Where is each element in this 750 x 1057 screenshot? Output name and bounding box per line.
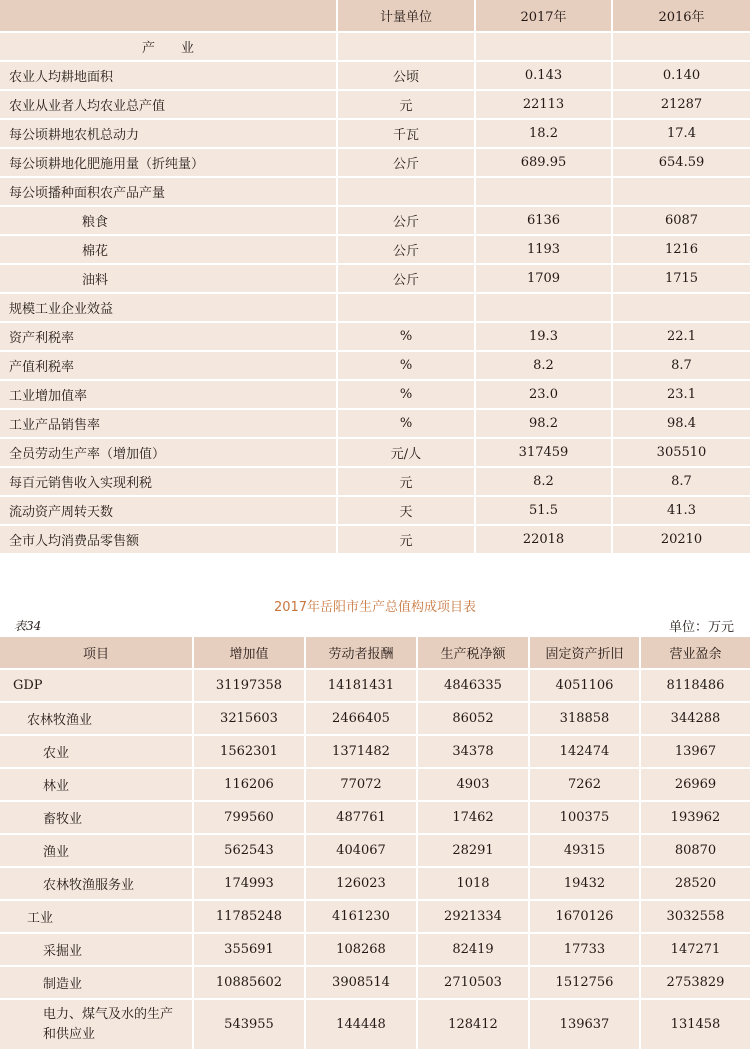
column-header: 增加值 [193, 637, 305, 669]
value-cell: 1018 [417, 867, 529, 900]
row-label: 全员劳动生产率（增加值） [0, 438, 337, 467]
value-2017-cell: 19.3 [475, 322, 612, 351]
row-label: 工业产品销售率 [0, 409, 337, 438]
value-2016-cell: 654.59 [612, 148, 750, 177]
table-row [0, 999, 750, 1050]
value-cell: 1670126 [529, 900, 640, 933]
value-cell: 1512756 [529, 966, 640, 999]
column-header: 固定资产折旧 [529, 637, 640, 669]
unit-cell: 元 [337, 90, 475, 119]
row-label: 每公顷播种面积农产品产量 [0, 177, 337, 206]
table-header-row [0, 0, 750, 32]
value-cell: 126023 [305, 867, 417, 900]
value-cell: 3908514 [305, 966, 417, 999]
value-2017-cell: 51.5 [475, 496, 612, 525]
value-cell: 562543 [193, 834, 305, 867]
column-header [0, 0, 337, 32]
value-2017-cell: 0.143 [475, 61, 612, 90]
row-label: 农业人均耕地面积 [0, 61, 337, 90]
unit-cell: 公斤 [337, 264, 475, 293]
table-header-row [0, 637, 750, 669]
value-2017-cell: 317459 [475, 438, 612, 467]
row-label: 制造业 [0, 966, 193, 999]
value-2016-cell: 41.3 [612, 496, 750, 525]
table-row [0, 177, 750, 206]
value-2017-cell: 6136 [475, 206, 612, 235]
value-cell: 100375 [529, 801, 640, 834]
table-row [0, 235, 750, 264]
value-2016-cell [612, 177, 750, 206]
value-cell: 344288 [640, 702, 750, 735]
value-cell: 318858 [529, 702, 640, 735]
value-cell: 2710503 [417, 966, 529, 999]
value-cell: 11785248 [193, 900, 305, 933]
value-cell: 17462 [417, 801, 529, 834]
row-label: 规模工业企业效益 [0, 293, 337, 322]
row-label: GDP [0, 669, 193, 702]
value-cell: 2921334 [417, 900, 529, 933]
row-label: 农业从业者人均农业总产值 [0, 90, 337, 119]
value-cell: 543955 [193, 999, 305, 1050]
unit-cell: % [337, 322, 475, 351]
row-label: 每公顷耕地农机总动力 [0, 119, 337, 148]
table-row [0, 206, 750, 235]
unit-cell [337, 177, 475, 206]
value-2016-cell: 23.1 [612, 380, 750, 409]
value-cell: 2466405 [305, 702, 417, 735]
column-header: 2017年 [475, 0, 612, 32]
value-2016-cell: 305510 [612, 438, 750, 467]
value-cell: 142474 [529, 735, 640, 768]
table-row [0, 322, 750, 351]
value-2017-cell: 98.2 [475, 409, 612, 438]
table-number: 表34 [14, 619, 42, 633]
unit-cell: 天 [337, 496, 475, 525]
value-cell: 34378 [417, 735, 529, 768]
table-row [0, 801, 750, 834]
value-cell: 355691 [193, 933, 305, 966]
column-header: 2016年 [612, 0, 750, 32]
value-2017-cell [475, 293, 612, 322]
unit-cell: 元/人 [337, 438, 475, 467]
row-label: 渔业 [0, 834, 193, 867]
unit-cell [337, 32, 475, 61]
value-cell: 7262 [529, 768, 640, 801]
value-cell: 174993 [193, 867, 305, 900]
column-header: 生产税净额 [417, 637, 529, 669]
row-label: 林业 [0, 768, 193, 801]
value-cell: 14181431 [305, 669, 417, 702]
value-2016-cell [612, 32, 750, 61]
table-row [0, 380, 750, 409]
value-2016-cell: 1216 [612, 235, 750, 264]
table-row [0, 119, 750, 148]
unit-cell: 公顷 [337, 61, 475, 90]
row-label: 资产利税率 [0, 322, 337, 351]
table-row [0, 735, 750, 768]
value-cell: 108268 [305, 933, 417, 966]
unit-cell: 公斤 [337, 235, 475, 264]
value-cell: 31197358 [193, 669, 305, 702]
row-label: 油料 [0, 264, 337, 293]
value-2016-cell: 8.7 [612, 351, 750, 380]
value-cell: 404067 [305, 834, 417, 867]
value-cell: 147271 [640, 933, 750, 966]
column-header: 劳动者报酬 [305, 637, 417, 669]
value-cell: 10885602 [193, 966, 305, 999]
value-cell: 4161230 [305, 900, 417, 933]
row-label: 产 业 [0, 32, 337, 61]
value-cell: 4051106 [529, 669, 640, 702]
row-label: 每公顷耕地化肥施用量（折纯量） [0, 148, 337, 177]
value-2016-cell: 1715 [612, 264, 750, 293]
row-label: 流动资产周转天数 [0, 496, 337, 525]
unit-cell: 公斤 [337, 148, 475, 177]
value-cell: 80870 [640, 834, 750, 867]
unit-cell: % [337, 351, 475, 380]
value-2017-cell: 689.95 [475, 148, 612, 177]
value-2016-cell: 98.4 [612, 409, 750, 438]
value-cell: 193962 [640, 801, 750, 834]
table-row [0, 148, 750, 177]
table-row [0, 525, 750, 554]
value-2016-cell [612, 293, 750, 322]
unit-cell: % [337, 409, 475, 438]
value-cell: 1562301 [193, 735, 305, 768]
value-2016-cell: 22.1 [612, 322, 750, 351]
table-row [0, 293, 750, 322]
value-2017-cell: 22113 [475, 90, 612, 119]
row-label: 农林牧渔业 [0, 702, 193, 735]
value-2016-cell: 6087 [612, 206, 750, 235]
value-2017-cell: 18.2 [475, 119, 612, 148]
unit-cell: 公斤 [337, 206, 475, 235]
table-row [0, 867, 750, 900]
table-row [0, 409, 750, 438]
row-label: 粮食 [0, 206, 337, 235]
value-2017-cell: 1193 [475, 235, 612, 264]
value-2017-cell: 8.2 [475, 467, 612, 496]
gdp-composition-table [0, 637, 750, 1051]
table-title: 2017年岳阳市生产总值构成项目表 [273, 600, 477, 615]
value-cell: 128412 [417, 999, 529, 1050]
value-cell: 4846335 [417, 669, 529, 702]
table-row [0, 32, 750, 61]
table-unit: 单位：万元 [668, 620, 734, 635]
table-row [0, 669, 750, 702]
value-cell: 144448 [305, 999, 417, 1050]
row-label: 全市人均消费品零售额 [0, 525, 337, 554]
unit-cell: 元 [337, 467, 475, 496]
value-cell: 139637 [529, 999, 640, 1050]
table-row [0, 900, 750, 933]
value-cell: 82419 [417, 933, 529, 966]
value-cell: 131458 [640, 999, 750, 1050]
unit-cell [337, 293, 475, 322]
value-2017-cell: 1709 [475, 264, 612, 293]
row-label: 每百元销售收入实现利税 [0, 467, 337, 496]
column-header: 计量单位 [337, 0, 475, 32]
table-row [0, 496, 750, 525]
value-2017-cell: 8.2 [475, 351, 612, 380]
row-label: 棉花 [0, 235, 337, 264]
value-cell: 116206 [193, 768, 305, 801]
table-row [0, 90, 750, 119]
column-header: 项目 [0, 637, 193, 669]
table-row [0, 351, 750, 380]
row-label: 电力、煤气及水的生产和供应业 [0, 999, 193, 1050]
unit-cell: % [337, 380, 475, 409]
table-row [0, 834, 750, 867]
value-cell: 799560 [193, 801, 305, 834]
table-row [0, 933, 750, 966]
value-cell: 3215603 [193, 702, 305, 735]
value-cell: 26969 [640, 768, 750, 801]
row-label: 工业 [0, 900, 193, 933]
value-2016-cell: 20210 [612, 525, 750, 554]
value-cell: 1371482 [305, 735, 417, 768]
row-label: 农业 [0, 735, 193, 768]
table-row [0, 768, 750, 801]
value-cell: 19432 [529, 867, 640, 900]
table-row [0, 438, 750, 467]
value-cell: 3032558 [640, 900, 750, 933]
value-cell: 77072 [305, 768, 417, 801]
value-2016-cell: 17.4 [612, 119, 750, 148]
unit-cell: 千瓦 [337, 119, 475, 148]
value-2017-cell: 22018 [475, 525, 612, 554]
row-label: 畜牧业 [0, 801, 193, 834]
table-row [0, 966, 750, 999]
row-label: 农林牧渔服务业 [0, 867, 193, 900]
value-cell: 2753829 [640, 966, 750, 999]
value-cell: 28520 [640, 867, 750, 900]
value-2017-cell [475, 32, 612, 61]
row-label: 产值利税率 [0, 351, 337, 380]
value-cell: 8118486 [640, 669, 750, 702]
table-row [0, 61, 750, 90]
value-cell: 17733 [529, 933, 640, 966]
unit-cell: 元 [337, 525, 475, 554]
value-2017-cell [475, 177, 612, 206]
value-cell: 487761 [305, 801, 417, 834]
value-2016-cell: 8.7 [612, 467, 750, 496]
value-cell: 86052 [417, 702, 529, 735]
value-cell: 28291 [417, 834, 529, 867]
value-cell: 13967 [640, 735, 750, 768]
table-row [0, 702, 750, 735]
value-2016-cell: 21287 [612, 90, 750, 119]
row-label: 工业增加值率 [0, 380, 337, 409]
value-cell: 4903 [417, 768, 529, 801]
row-label: 采掘业 [0, 933, 193, 966]
value-cell: 49315 [529, 834, 640, 867]
column-header: 营业盈余 [640, 637, 750, 669]
table-row [0, 264, 750, 293]
value-2016-cell: 0.140 [612, 61, 750, 90]
table-row [0, 467, 750, 496]
value-2017-cell: 23.0 [475, 380, 612, 409]
